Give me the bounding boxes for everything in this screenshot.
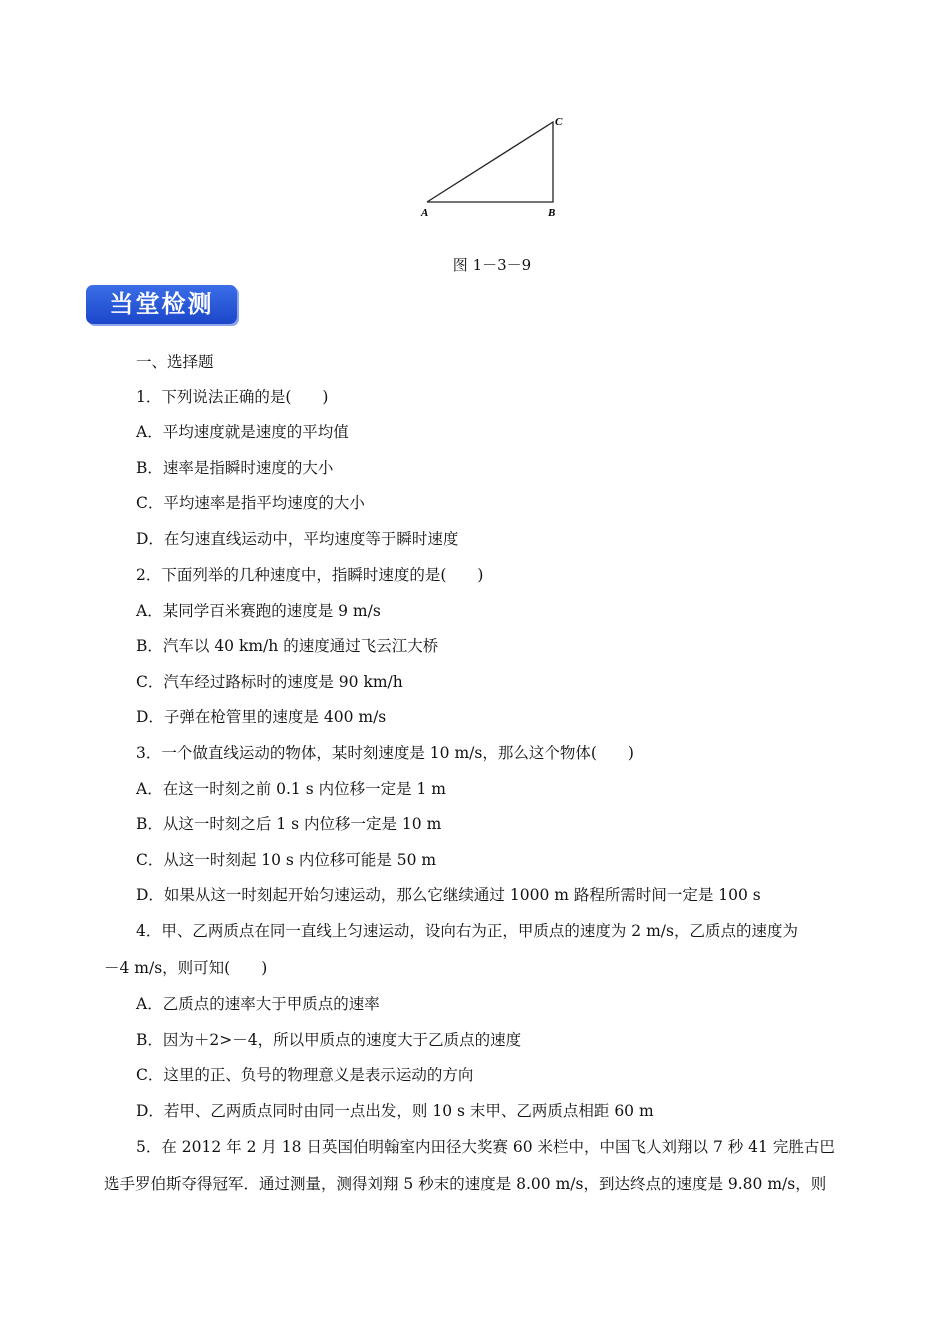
q3-option-c: C．从这一时刻起 10 s 内位移可能是 50 m	[136, 851, 437, 869]
q2-option-d: D．子弹在枪管里的速度是 400 m/s	[136, 708, 387, 726]
q3-option-b: B．从这一时刻之后 1 s 内位移一定是 10 m	[136, 815, 442, 833]
q3-option-d: D．如果从这一时刻起开始匀速运动，那么它继续通过 1000 m 路程所需时间一定是 100 s	[136, 886, 761, 904]
q1-option-b: B．速率是指瞬时速度的大小	[136, 459, 334, 477]
q2-option-b: B．汽车以 40 km/h 的速度通过飞云江大桥	[136, 637, 439, 655]
vertex-label-a: A	[421, 207, 429, 219]
q3-option-a: A．在这一时刻之前 0.1 s 内位移一定是 1 m	[136, 780, 446, 798]
triangle-outline	[427, 122, 553, 202]
q4-stem-line2: －4 m/s，则可知( )	[104, 959, 268, 977]
q1-stem: 1．下列说法正确的是( )	[136, 388, 329, 406]
section-badge: 当堂检测	[86, 285, 237, 324]
q1-option-d: D．在匀速直线运动中，平均速度等于瞬时速度	[136, 530, 459, 548]
figure-caption: 图 1－3－9	[452, 256, 532, 274]
q1-option-a: A．平均速度就是速度的平均值	[136, 423, 349, 441]
q5-stem-line1: 5．在 2012 年 2 月 18 日英国伯明翰室内田径大奖赛 60 米栏中，中国飞人刘翔以 7 秒 41 完胜古巴	[136, 1138, 835, 1156]
q4-option-b: B．因为＋2>－4，所以甲质点的速度大于乙质点的速度	[136, 1031, 522, 1049]
q5-stem-line2: 选手罗伯斯夺得冠军．通过测量，测得刘翔 5 秒末的速度是 8.00 m/s，到达终点的速度是 9.80 m/s，则	[104, 1175, 827, 1193]
q2-option-c: C．汽车经过路标时的速度是 90 km/h	[136, 673, 403, 691]
q4-option-c: C．这里的正、负号的物理意义是表示运动的方向	[136, 1066, 474, 1084]
q3-stem: 3．一个做直线运动的物体，某时刻速度是 10 m/s，那么这个物体( )	[136, 744, 634, 762]
q4-option-a: A．乙质点的速率大于甲质点的速率	[136, 995, 380, 1013]
triangle-figure	[415, 108, 575, 220]
vertex-label-c: C	[555, 116, 563, 128]
q4-stem-line1: 4．甲、乙两质点在同一直线上匀速运动，设向右为正，甲质点的速度为 2 m/s，乙质点的速度为	[136, 922, 798, 940]
section-title: 一、选择题	[136, 353, 214, 371]
q4-option-d: D．若甲、乙两质点同时由同一点出发，则 10 s 末甲、乙两质点相距 60 m	[136, 1102, 654, 1120]
vertex-label-b: B	[548, 207, 556, 219]
q1-option-c: C．平均速率是指平均速度的大小	[136, 494, 365, 512]
q2-option-a: A．某同学百米赛跑的速度是 9 m/s	[136, 602, 381, 620]
q2-stem: 2．下面列举的几种速度中，指瞬时速度的是( )	[136, 566, 484, 584]
